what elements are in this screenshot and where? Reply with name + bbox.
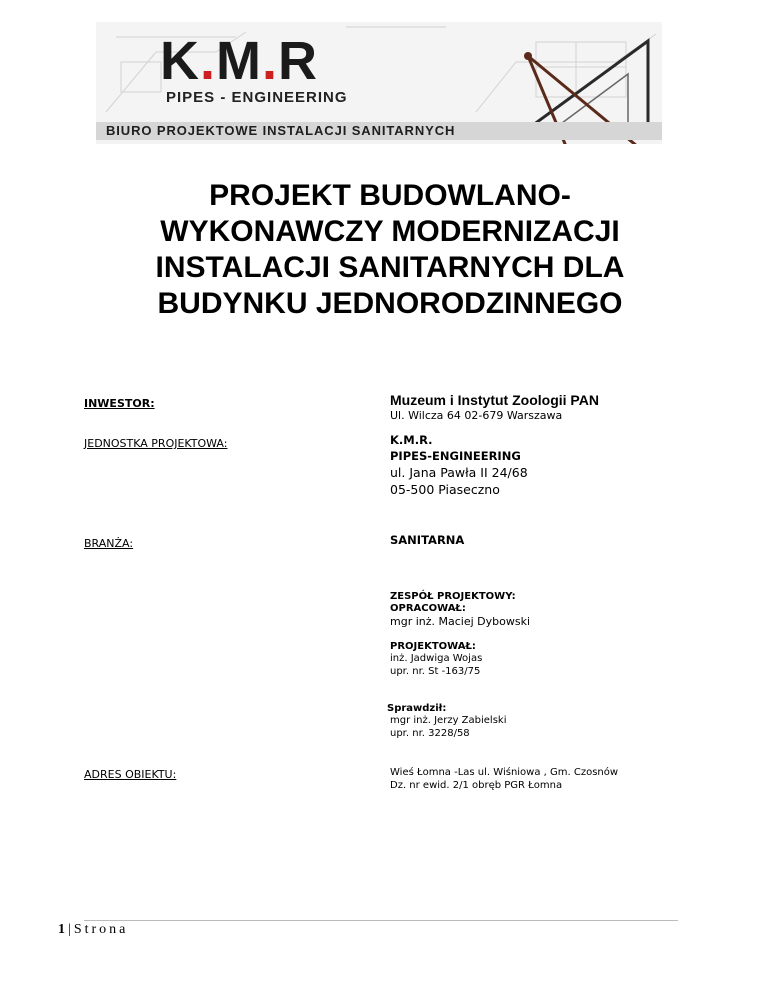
document-title <box>120 178 660 322</box>
page-footer <box>58 922 128 938</box>
checked-license: upr. nr. 3228/58 <box>390 728 470 739</box>
kmr-logo: K.M.R <box>160 31 319 91</box>
footer-divider <box>84 920 678 921</box>
title-line-2: WYKONAWCZY MODERNIZACJI <box>160 215 620 248</box>
design-unit-line-4: 05-500 Piaseczno <box>390 482 500 497</box>
banner-tagline: BIURO PROJEKTOWE INSTALACJI SANITARNYCH <box>106 123 456 138</box>
page-word: Strona <box>73 922 129 937</box>
checked-name: mgr inż. Jerzy Zabielski <box>390 715 507 726</box>
investor-label: INWESTOR: <box>84 397 155 410</box>
design-unit-line-2: PIPES-ENGINEERING <box>390 449 521 463</box>
page-number: 1 <box>58 922 68 937</box>
address-line-1: Wieś Łomna -Las ul. Wiśniowa , Gm. Czosnów <box>390 767 619 778</box>
footer-separator: | <box>68 922 74 937</box>
design-unit-line-3: ul. Jana Pawła II 24/68 <box>390 465 528 480</box>
design-unit-line-1: K.M.R. <box>390 433 433 447</box>
title-line-4: BUDYNKU JEDNORODZINNEGO <box>157 287 623 320</box>
designed-name: inż. Jadwiga Wojas <box>390 653 483 664</box>
investor-address: Ul. Wilcza 64 02-679 Warszawa <box>390 409 563 422</box>
prepared-name: mgr inż. Maciej Dybowski <box>390 615 531 628</box>
address-line-2: Dz. nr ewid. 2/1 obręb PGR Łomna <box>390 780 563 791</box>
letterhead-banner <box>96 22 662 144</box>
team-heading: ZESPÓŁ PROJEKTOWY: <box>390 591 516 602</box>
design-unit-label: JEDNOSTKA PROJEKTOWA: <box>84 437 228 450</box>
logo-subtitle: PIPES - ENGINEERING <box>166 89 348 106</box>
title-line-3: INSTALACJI SANITARNYCH DLA <box>155 251 625 284</box>
investor-name: Muzeum i Instytut Zoologii PAN <box>390 392 599 408</box>
designed-license: upr. nr. St -163/75 <box>390 666 481 677</box>
address-label: ADRES OBIEKTU: <box>84 768 177 781</box>
checked-label: Sprawdził: <box>387 703 447 714</box>
branch-value: SANITARNA <box>390 533 465 547</box>
branch-label: BRANŻA: <box>84 537 134 550</box>
designed-label: PROJEKTOWAŁ: <box>390 641 476 652</box>
prepared-label: OPRACOWAŁ: <box>390 603 466 614</box>
title-line-1: PROJEKT BUDOWLANO- <box>209 179 571 212</box>
